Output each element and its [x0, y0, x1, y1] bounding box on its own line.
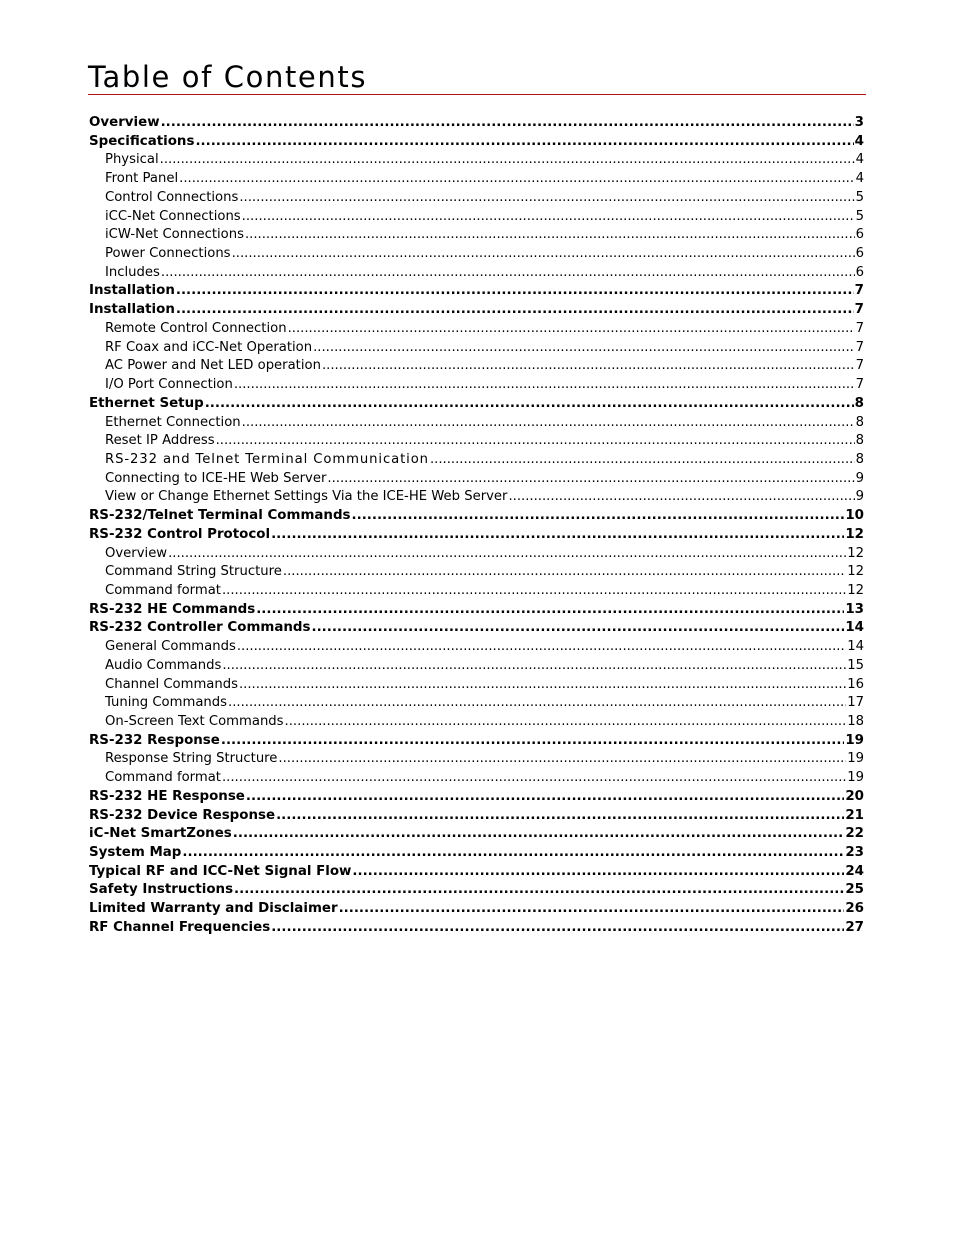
toc-entry-label: Installation — [89, 283, 175, 299]
toc-dot-leader — [242, 414, 855, 433]
toc-dot-leader — [216, 432, 855, 451]
toc-entry[interactable] — [89, 170, 864, 189]
toc-entry[interactable] — [89, 601, 864, 620]
toc-entry-label: RS-232 Controller Commands — [89, 620, 311, 636]
toc-entry-label: On-Screen Text Commands — [105, 714, 284, 729]
toc-dot-leader — [232, 245, 855, 264]
toc-entry-label: RF Coax and iCC-Net Operation — [105, 339, 313, 355]
toc-entry-page: 9 — [855, 489, 864, 505]
toc-entry[interactable] — [89, 376, 864, 395]
toc-entry[interactable] — [89, 563, 864, 582]
toc-entry-page: 19 — [847, 751, 864, 767]
toc-entry[interactable] — [89, 807, 864, 826]
toc-entry[interactable] — [89, 788, 864, 807]
toc-entry[interactable] — [89, 657, 864, 676]
toc-dot-leader — [276, 807, 844, 826]
page-title: Table of Contents — [88, 60, 368, 94]
toc-dot-leader — [179, 170, 854, 189]
toc-dot-leader — [176, 301, 854, 320]
toc-entry-label: Control Connections — [105, 189, 239, 205]
toc-dot-leader — [239, 676, 846, 695]
toc-entry-page: 15 — [847, 657, 864, 673]
toc-entry-label: Ethernet Connection — [105, 414, 241, 430]
toc-entry-page: 26 — [845, 901, 864, 917]
toc-entry-page: 4 — [855, 152, 864, 168]
toc-entry-page: 13 — [845, 601, 864, 617]
toc-entry-label: RS-232 Device Response — [89, 807, 276, 823]
toc-entry-label: Response String Structure — [105, 751, 278, 767]
toc-entry-label: Command format — [105, 582, 221, 598]
toc-entry-label: Includes — [105, 264, 160, 280]
toc-entry[interactable] — [89, 245, 864, 264]
toc-entry[interactable] — [89, 488, 864, 507]
toc-dot-leader — [285, 713, 847, 732]
toc-entry-label: RS-232 HE Commands — [89, 601, 256, 617]
toc-entry-page: 3 — [854, 115, 864, 130]
toc-entry-page: 25 — [845, 882, 864, 898]
toc-entry-page: 7 — [854, 283, 864, 299]
toc-entry-label: Connecting to ICE-HE Web Server — [105, 470, 327, 486]
toc-dot-leader — [160, 151, 855, 170]
toc-entry-label: View or Change Ethernet Settings Via the ICE-HE Web Server — [105, 489, 508, 505]
toc-entry[interactable] — [89, 732, 864, 751]
toc-entry[interactable] — [89, 114, 864, 133]
toc-dot-leader — [339, 900, 845, 919]
toc-entry[interactable] — [89, 151, 864, 170]
toc-dot-leader — [233, 825, 845, 844]
toc-entry-label: Power Connections — [105, 246, 231, 262]
toc-entry[interactable] — [89, 900, 864, 919]
toc-dot-leader — [327, 470, 854, 489]
toc-entry-label: Overview — [105, 545, 168, 561]
toc-entry[interactable] — [89, 638, 864, 657]
toc-entry-page: 7 — [855, 377, 864, 393]
toc-dot-leader — [288, 320, 855, 339]
toc-dot-leader — [245, 226, 855, 245]
toc-entry-label: Remote Control Connection — [105, 320, 287, 336]
toc-entry[interactable] — [89, 432, 864, 451]
toc-entry-page: 5 — [855, 208, 864, 224]
toc-entry-page: 7 — [855, 339, 864, 355]
toc-entry-page: 6 — [855, 246, 864, 262]
toc-dot-leader — [430, 451, 855, 470]
toc-entry[interactable] — [89, 414, 864, 433]
toc-entry[interactable] — [89, 470, 864, 489]
toc-dot-leader — [311, 619, 844, 638]
toc-entry-label: Tuning Commands — [105, 695, 228, 711]
toc-dot-leader — [352, 507, 845, 526]
toc-dot-leader — [242, 208, 855, 227]
toc-entry-page: 7 — [855, 358, 864, 374]
toc-entry[interactable] — [89, 694, 864, 713]
toc-dot-leader — [168, 545, 846, 564]
toc-dot-leader — [221, 732, 844, 751]
toc-dot-leader — [234, 881, 844, 900]
toc-entry-label: RS-232 Response — [89, 732, 220, 748]
toc-entry-label: Safety Instructions — [89, 882, 234, 898]
toc-entry-page: 8 — [855, 414, 864, 430]
title-rule — [88, 94, 866, 95]
toc-entry[interactable] — [89, 208, 864, 227]
toc-entry-label: RS-232 HE Response — [89, 788, 245, 804]
toc-entry[interactable] — [89, 769, 864, 788]
toc-entry-page: 22 — [845, 826, 864, 842]
toc-entry-label: RF Channel Frequencies — [89, 919, 271, 935]
toc-entry[interactable] — [89, 825, 864, 844]
toc-dot-leader — [271, 526, 844, 545]
toc-entry-page: 12 — [847, 564, 864, 580]
toc-entry-label: I/O Port Connection — [105, 377, 233, 393]
toc-entry-label: System Map — [89, 845, 182, 861]
toc-entry[interactable] — [89, 189, 864, 208]
toc-dot-leader — [222, 769, 846, 788]
toc-entry-page: 4 — [854, 133, 864, 149]
toc-entry-page: 12 — [847, 582, 864, 598]
toc-dot-leader — [205, 395, 854, 414]
toc-entry[interactable] — [89, 357, 864, 376]
toc-entry[interactable] — [89, 881, 864, 900]
toc-dot-leader — [176, 282, 854, 301]
toc-entry-page: 6 — [855, 227, 864, 243]
toc-dot-leader — [182, 844, 844, 863]
toc-entry[interactable] — [89, 282, 864, 301]
toc-entry[interactable] — [89, 863, 864, 882]
toc-entry-page: 8 — [854, 395, 864, 411]
toc-dot-leader — [352, 863, 844, 882]
toc-entry-page: 6 — [855, 264, 864, 280]
toc-entry-label: Audio Commands — [105, 657, 222, 673]
toc-entry-page: 14 — [847, 639, 864, 655]
toc-entry[interactable] — [89, 320, 864, 339]
toc-entry[interactable] — [89, 133, 864, 152]
toc-dot-leader — [228, 694, 846, 713]
toc-entry[interactable] — [89, 844, 864, 863]
toc-entry-page: 21 — [845, 807, 864, 823]
table-of-contents — [89, 114, 864, 938]
toc-dot-leader — [313, 339, 855, 358]
toc-entry[interactable] — [89, 526, 864, 545]
toc-entry-label: Reset IP Address — [105, 433, 215, 449]
toc-entry-page: 4 — [855, 171, 864, 187]
toc-entry-page: 20 — [845, 788, 864, 804]
toc-dot-leader — [161, 114, 854, 133]
toc-entry-page: 12 — [847, 545, 864, 561]
toc-entry-page: 10 — [845, 508, 864, 524]
toc-dot-leader — [195, 133, 853, 152]
toc-dot-leader — [508, 488, 854, 507]
toc-entry-page: 17 — [847, 695, 864, 711]
toc-entry-label: Overview — [89, 115, 160, 130]
toc-entry-label: Typical RF and ICC-Net Signal Flow — [89, 863, 352, 879]
toc-dot-leader — [234, 376, 855, 395]
toc-entry[interactable] — [89, 301, 864, 320]
toc-entry-page: 7 — [854, 302, 864, 318]
toc-entry-label: Channel Commands — [105, 676, 238, 692]
toc-entry[interactable] — [89, 507, 864, 526]
toc-entry-label: Limited Warranty and Disclaimer — [89, 901, 338, 917]
toc-entry-label: Physical — [105, 152, 159, 168]
toc-entry[interactable] — [89, 451, 864, 470]
toc-entry-page: 24 — [845, 863, 864, 879]
toc-entry-label: AC Power and Net LED operation — [105, 358, 321, 374]
toc-entry-page: 14 — [845, 620, 864, 636]
toc-dot-leader — [161, 264, 855, 283]
toc-entry-page: 7 — [855, 320, 864, 336]
toc-entry-page: 8 — [855, 433, 864, 449]
toc-entry-page: 12 — [845, 526, 864, 542]
toc-dot-leader — [322, 357, 855, 376]
toc-entry-label: Specifications — [89, 133, 195, 149]
toc-entry[interactable] — [89, 582, 864, 601]
toc-entry-label: Installation — [89, 302, 175, 318]
toc-entry-label: Front Panel — [105, 171, 179, 187]
toc-entry-label: RS-232/Telnet Terminal Commands — [89, 508, 351, 524]
toc-entry[interactable] — [89, 676, 864, 695]
toc-entry[interactable] — [89, 919, 864, 938]
toc-entry-label: iCC-Net Connections — [105, 208, 241, 224]
toc-dot-leader — [239, 189, 854, 208]
toc-entry-label: iC-Net SmartZones — [89, 826, 232, 842]
toc-entry-page: 19 — [847, 770, 864, 786]
toc-entry[interactable] — [89, 226, 864, 245]
toc-entry-page: 18 — [847, 714, 864, 729]
toc-entry-label: Ethernet Setup — [89, 395, 204, 411]
toc-entry-label: iCW-Net Connections — [105, 227, 244, 243]
toc-dot-leader — [271, 919, 844, 938]
toc-entry[interactable] — [89, 395, 864, 414]
toc-entry[interactable] — [89, 339, 864, 358]
toc-entry-label: Command format — [105, 770, 221, 786]
toc-entry-page: 5 — [855, 189, 864, 205]
toc-dot-leader — [283, 563, 846, 582]
toc-entry-label: Command String Structure — [105, 564, 282, 580]
toc-entry-page: 27 — [845, 919, 864, 935]
toc-dot-leader — [222, 582, 846, 601]
toc-entry-page: 9 — [855, 470, 864, 486]
toc-dot-leader — [256, 601, 844, 620]
toc-dot-leader — [278, 750, 846, 769]
toc-dot-leader — [246, 788, 844, 807]
toc-entry-page: 23 — [845, 845, 864, 861]
toc-entry-label: RS-232 Control Protocol — [89, 526, 271, 542]
toc-entry[interactable] — [89, 619, 864, 638]
toc-entry[interactable] — [89, 264, 864, 283]
toc-entry-page: 19 — [845, 732, 864, 748]
toc-entry-label: RS-232 and Telnet Terminal Communication — [105, 451, 429, 467]
toc-entry-page: 16 — [847, 676, 864, 692]
toc-entry-page: 8 — [855, 451, 864, 467]
toc-dot-leader — [222, 657, 846, 676]
toc-entry[interactable] — [89, 545, 864, 564]
toc-entry[interactable] — [89, 713, 864, 732]
toc-entry[interactable] — [89, 750, 864, 769]
toc-dot-leader — [237, 638, 846, 657]
toc-entry-label: General Commands — [105, 639, 236, 655]
